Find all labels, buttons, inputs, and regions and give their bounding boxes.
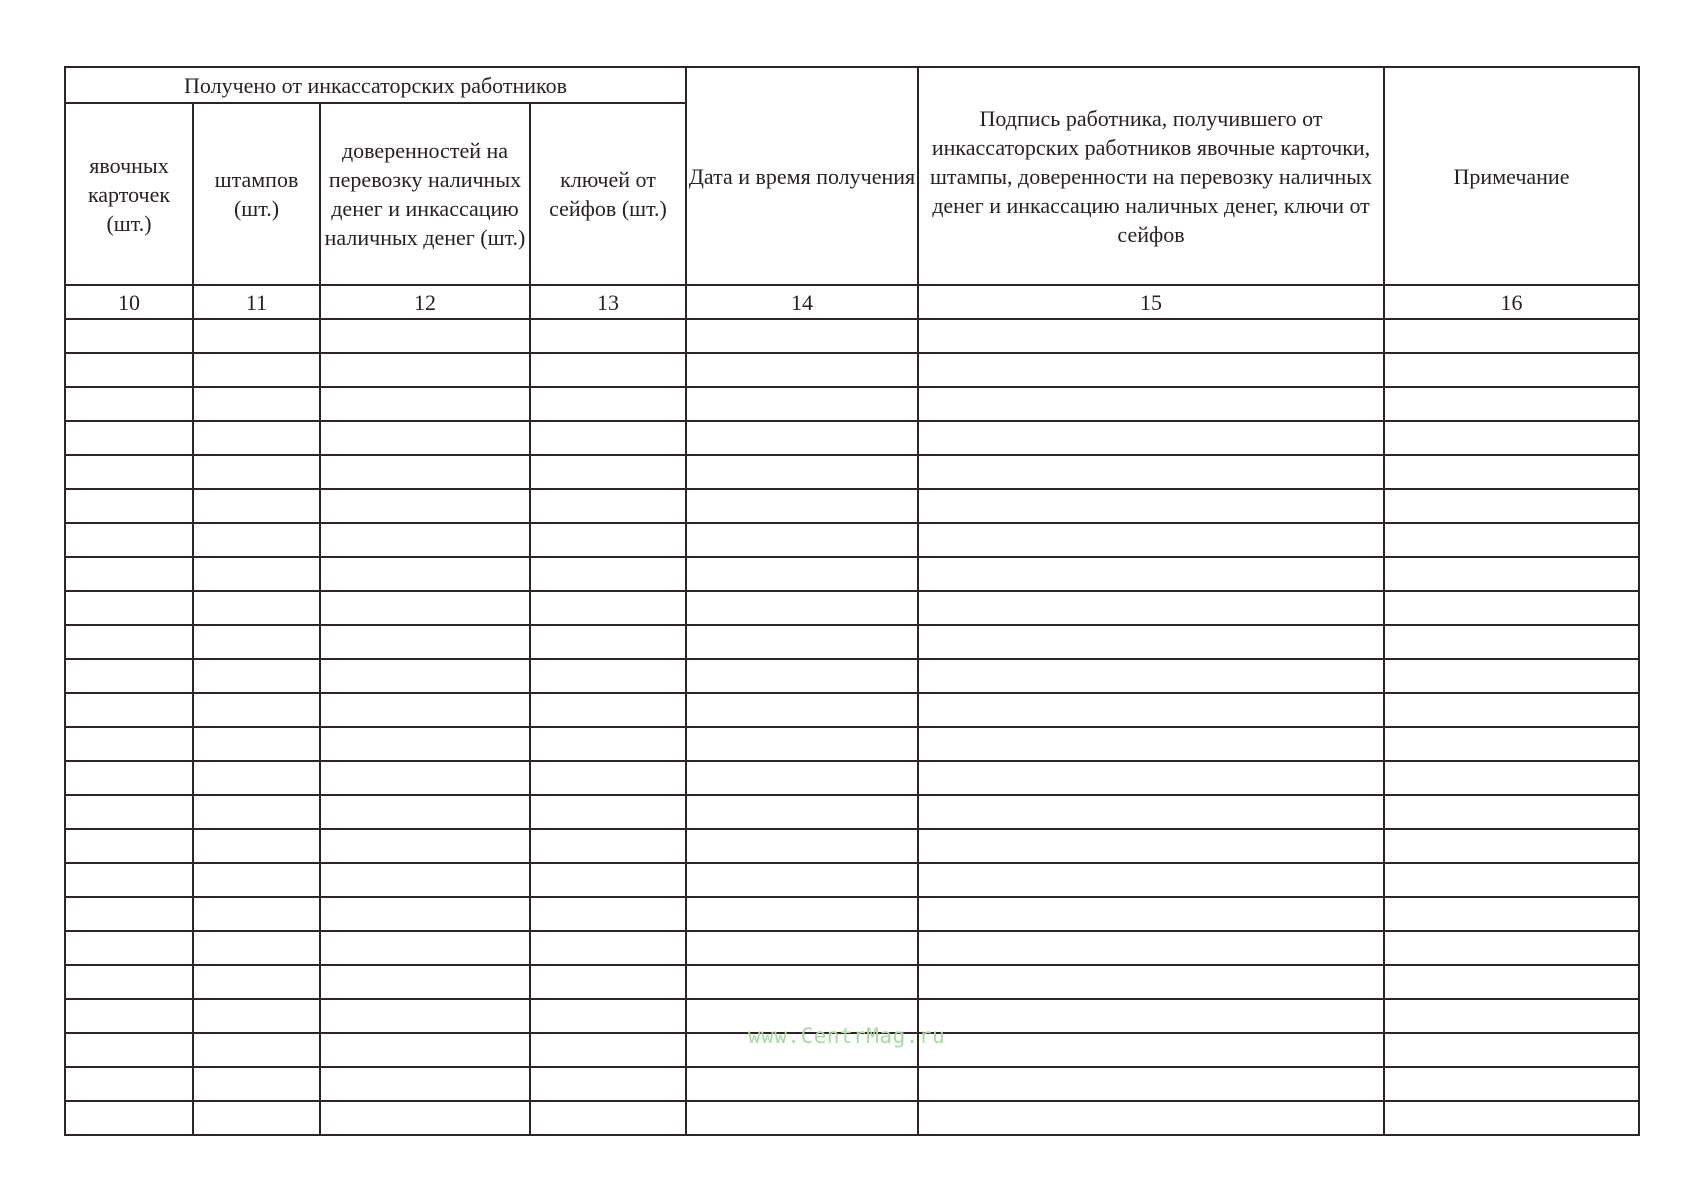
table-cell-datetime xyxy=(686,591,918,625)
table-cell-signature xyxy=(918,353,1384,387)
table-cell-stamps xyxy=(193,489,320,523)
table-cell-keys xyxy=(530,353,686,387)
table-cell-stamps xyxy=(193,761,320,795)
table-cell-cards xyxy=(65,1101,193,1135)
table-cell-stamps xyxy=(193,1033,320,1067)
table-row xyxy=(65,387,1639,421)
table-cell-datetime xyxy=(686,387,918,421)
table-cell-keys xyxy=(530,591,686,625)
form-table xyxy=(64,66,1640,1136)
table-cell-powers xyxy=(320,1101,530,1135)
table-cell-cards xyxy=(65,931,193,965)
table-cell-stamps xyxy=(193,897,320,931)
column-header-signature: Подпись работника, получившего от инкассаторских работников явочные карточки, штампы, доверенности на перевозку наличных денег и инкассацию наличных денег, ключи от сейфов xyxy=(918,67,1384,285)
table-cell-keys xyxy=(530,761,686,795)
table-cell-note xyxy=(1384,965,1639,999)
table-row xyxy=(65,319,1639,353)
table-cell-datetime xyxy=(686,795,918,829)
table-cell-keys xyxy=(530,421,686,455)
table-cell-signature xyxy=(918,999,1384,1033)
table-row xyxy=(65,965,1639,999)
watermark: www.CentrMag.ru xyxy=(748,1024,946,1048)
table-cell-note xyxy=(1384,659,1639,693)
table-cell-datetime xyxy=(686,353,918,387)
column-number-10: 10 xyxy=(65,285,193,319)
table-cell-signature xyxy=(918,1101,1384,1135)
table-cell-stamps xyxy=(193,931,320,965)
table-cell-keys xyxy=(530,999,686,1033)
table-cell-datetime xyxy=(686,863,918,897)
table-cell-keys xyxy=(530,659,686,693)
table-cell-cards xyxy=(65,523,193,557)
column-number-14: 14 xyxy=(686,285,918,319)
table-cell-signature xyxy=(918,931,1384,965)
table-cell-powers xyxy=(320,455,530,489)
column-header-keys: ключей от сейфов (шт.) xyxy=(530,103,686,285)
table-cell-stamps xyxy=(193,421,320,455)
table-cell-cards xyxy=(65,761,193,795)
table-cell-keys xyxy=(530,693,686,727)
table-cell-note xyxy=(1384,931,1639,965)
table-cell-signature xyxy=(918,387,1384,421)
table-row xyxy=(65,795,1639,829)
table-cell-datetime xyxy=(686,557,918,591)
table-cell-signature xyxy=(918,795,1384,829)
table-cell-stamps xyxy=(193,863,320,897)
table-cell-cards xyxy=(65,693,193,727)
column-header-stamps: штампов (шт.) xyxy=(193,103,320,285)
table-cell-powers xyxy=(320,727,530,761)
table-cell-keys xyxy=(530,1101,686,1135)
table-cell-stamps xyxy=(193,999,320,1033)
table-cell-cards xyxy=(65,863,193,897)
table-cell-powers xyxy=(320,591,530,625)
table-cell-stamps xyxy=(193,1101,320,1135)
table-cell-note xyxy=(1384,999,1639,1033)
table-cell-powers xyxy=(320,625,530,659)
table-cell-note xyxy=(1384,353,1639,387)
table-cell-stamps xyxy=(193,693,320,727)
table-row xyxy=(65,931,1639,965)
table-cell-keys xyxy=(530,319,686,353)
table-cell-powers xyxy=(320,489,530,523)
table-row xyxy=(65,897,1639,931)
table-cell-powers xyxy=(320,761,530,795)
table-cell-datetime xyxy=(686,727,918,761)
table-cell-signature xyxy=(918,1067,1384,1101)
table-cell-stamps xyxy=(193,455,320,489)
table-cell-cards xyxy=(65,353,193,387)
table-row xyxy=(65,421,1639,455)
table-cell-note xyxy=(1384,523,1639,557)
table-cell-note xyxy=(1384,625,1639,659)
table-cell-cards xyxy=(65,625,193,659)
table-cell-cards xyxy=(65,591,193,625)
table-cell-signature xyxy=(918,761,1384,795)
table-cell-powers xyxy=(320,353,530,387)
table-cell-stamps xyxy=(193,353,320,387)
table-row xyxy=(65,999,1639,1033)
table-cell-datetime xyxy=(686,489,918,523)
table-cell-signature xyxy=(918,557,1384,591)
table-cell-keys xyxy=(530,795,686,829)
table-cell-note xyxy=(1384,829,1639,863)
table-cell-powers xyxy=(320,965,530,999)
table-cell-powers xyxy=(320,1067,530,1101)
table-cell-cards xyxy=(65,965,193,999)
table-cell-stamps xyxy=(193,659,320,693)
table-row xyxy=(65,863,1639,897)
table-cell-signature xyxy=(918,625,1384,659)
table-cell-datetime xyxy=(686,1067,918,1101)
table-cell-powers xyxy=(320,829,530,863)
column-header-powers: доверенностей на перевозку наличных денег и инкассацию наличных денег (шт.) xyxy=(320,103,530,285)
table-cell-stamps xyxy=(193,1067,320,1101)
table-cell-signature xyxy=(918,727,1384,761)
table-row xyxy=(65,591,1639,625)
table-cell-powers xyxy=(320,931,530,965)
table-cell-note xyxy=(1384,1067,1639,1101)
column-number-12: 12 xyxy=(320,285,530,319)
column-number-15: 15 xyxy=(918,285,1384,319)
table-cell-note xyxy=(1384,1101,1639,1135)
table-cell-note xyxy=(1384,319,1639,353)
table-cell-stamps xyxy=(193,591,320,625)
table-cell-note xyxy=(1384,387,1639,421)
table-cell-keys xyxy=(530,523,686,557)
table-cell-powers xyxy=(320,387,530,421)
table-cell-stamps xyxy=(193,523,320,557)
table-cell-keys xyxy=(530,455,686,489)
table-cell-datetime xyxy=(686,455,918,489)
table-cell-stamps xyxy=(193,795,320,829)
table-cell-datetime xyxy=(686,1033,918,1067)
table-cell-keys xyxy=(530,727,686,761)
column-header-note: Примечание xyxy=(1384,67,1639,285)
table-row xyxy=(65,659,1639,693)
table-cell-signature xyxy=(918,829,1384,863)
table-cell-cards xyxy=(65,727,193,761)
table-row xyxy=(65,693,1639,727)
table-cell-keys xyxy=(530,965,686,999)
data-rows xyxy=(65,319,1639,1135)
table-cell-cards xyxy=(65,659,193,693)
table-cell-powers xyxy=(320,421,530,455)
table-cell-keys xyxy=(530,931,686,965)
table-cell-powers xyxy=(320,863,530,897)
table-cell-stamps xyxy=(193,625,320,659)
table-cell-note xyxy=(1384,557,1639,591)
table-cell-powers xyxy=(320,319,530,353)
table-cell-stamps xyxy=(193,557,320,591)
table-cell-signature xyxy=(918,319,1384,353)
table-row xyxy=(65,761,1639,795)
table-cell-datetime xyxy=(686,693,918,727)
table-cell-note xyxy=(1384,455,1639,489)
table-cell-stamps xyxy=(193,319,320,353)
table-cell-cards xyxy=(65,319,193,353)
table-cell-datetime xyxy=(686,931,918,965)
column-number-13: 13 xyxy=(530,285,686,319)
table-cell-cards xyxy=(65,897,193,931)
table-cell-keys xyxy=(530,387,686,421)
table-row xyxy=(65,489,1639,523)
table-cell-signature xyxy=(918,489,1384,523)
table-row xyxy=(65,625,1639,659)
table-cell-powers xyxy=(320,795,530,829)
table-cell-powers xyxy=(320,999,530,1033)
table-row xyxy=(65,557,1639,591)
table-cell-signature xyxy=(918,1033,1384,1067)
table-cell-signature xyxy=(918,523,1384,557)
table-cell-note xyxy=(1384,863,1639,897)
table-cell-datetime xyxy=(686,659,918,693)
table-cell-signature xyxy=(918,897,1384,931)
column-number-11: 11 xyxy=(193,285,320,319)
table-cell-datetime xyxy=(686,625,918,659)
table-cell-stamps xyxy=(193,829,320,863)
table-cell-note xyxy=(1384,489,1639,523)
table-cell-powers xyxy=(320,557,530,591)
table-row xyxy=(65,523,1639,557)
table-cell-signature xyxy=(918,659,1384,693)
table-cell-keys xyxy=(530,829,686,863)
column-header-cards: явочных карточек (шт.) xyxy=(65,103,193,285)
table-cell-note xyxy=(1384,897,1639,931)
table-cell-keys xyxy=(530,489,686,523)
table-cell-cards xyxy=(65,829,193,863)
table-cell-datetime xyxy=(686,965,918,999)
table-cell-keys xyxy=(530,557,686,591)
table-cell-stamps xyxy=(193,387,320,421)
table-cell-note xyxy=(1384,727,1639,761)
column-header-datetime: Дата и время получения xyxy=(686,67,918,285)
table-cell-datetime xyxy=(686,1101,918,1135)
table-cell-keys xyxy=(530,1067,686,1101)
table-cell-note xyxy=(1384,693,1639,727)
table-cell-note xyxy=(1384,761,1639,795)
table-row xyxy=(65,1101,1639,1135)
table-cell-datetime xyxy=(686,897,918,931)
table-cell-note xyxy=(1384,421,1639,455)
group-header: Получено от инкассаторских работников xyxy=(65,67,686,103)
table-cell-keys xyxy=(530,897,686,931)
table-row xyxy=(65,455,1639,489)
table-cell-datetime xyxy=(686,761,918,795)
table-cell-powers xyxy=(320,897,530,931)
table-row xyxy=(65,727,1639,761)
table-cell-datetime xyxy=(686,829,918,863)
table-cell-powers xyxy=(320,693,530,727)
column-number-16: 16 xyxy=(1384,285,1639,319)
table-cell-datetime xyxy=(686,421,918,455)
table-cell-powers xyxy=(320,659,530,693)
table-cell-cards xyxy=(65,387,193,421)
table-cell-note xyxy=(1384,591,1639,625)
table-cell-datetime xyxy=(686,523,918,557)
table-cell-stamps xyxy=(193,727,320,761)
table-cell-signature xyxy=(918,455,1384,489)
table-cell-powers xyxy=(320,1033,530,1067)
table-cell-cards xyxy=(65,1067,193,1101)
table-cell-signature xyxy=(918,863,1384,897)
table-cell-keys xyxy=(530,863,686,897)
table-cell-cards xyxy=(65,795,193,829)
table-cell-cards xyxy=(65,421,193,455)
table-cell-stamps xyxy=(193,965,320,999)
table-cell-signature xyxy=(918,591,1384,625)
table-cell-signature xyxy=(918,965,1384,999)
table-cell-datetime xyxy=(686,999,918,1033)
table-cell-keys xyxy=(530,1033,686,1067)
table-cell-cards xyxy=(65,489,193,523)
table-row xyxy=(65,1033,1639,1067)
table-cell-keys xyxy=(530,625,686,659)
table-cell-cards xyxy=(65,557,193,591)
table-cell-note xyxy=(1384,795,1639,829)
table-row xyxy=(65,1067,1639,1101)
table-cell-cards xyxy=(65,455,193,489)
table-cell-signature xyxy=(918,421,1384,455)
table-cell-cards xyxy=(65,999,193,1033)
table-cell-datetime xyxy=(686,319,918,353)
table-cell-powers xyxy=(320,523,530,557)
table-row xyxy=(65,829,1639,863)
table-cell-signature xyxy=(918,693,1384,727)
table-cell-cards xyxy=(65,1033,193,1067)
table-row xyxy=(65,353,1639,387)
table-cell-note xyxy=(1384,1033,1639,1067)
